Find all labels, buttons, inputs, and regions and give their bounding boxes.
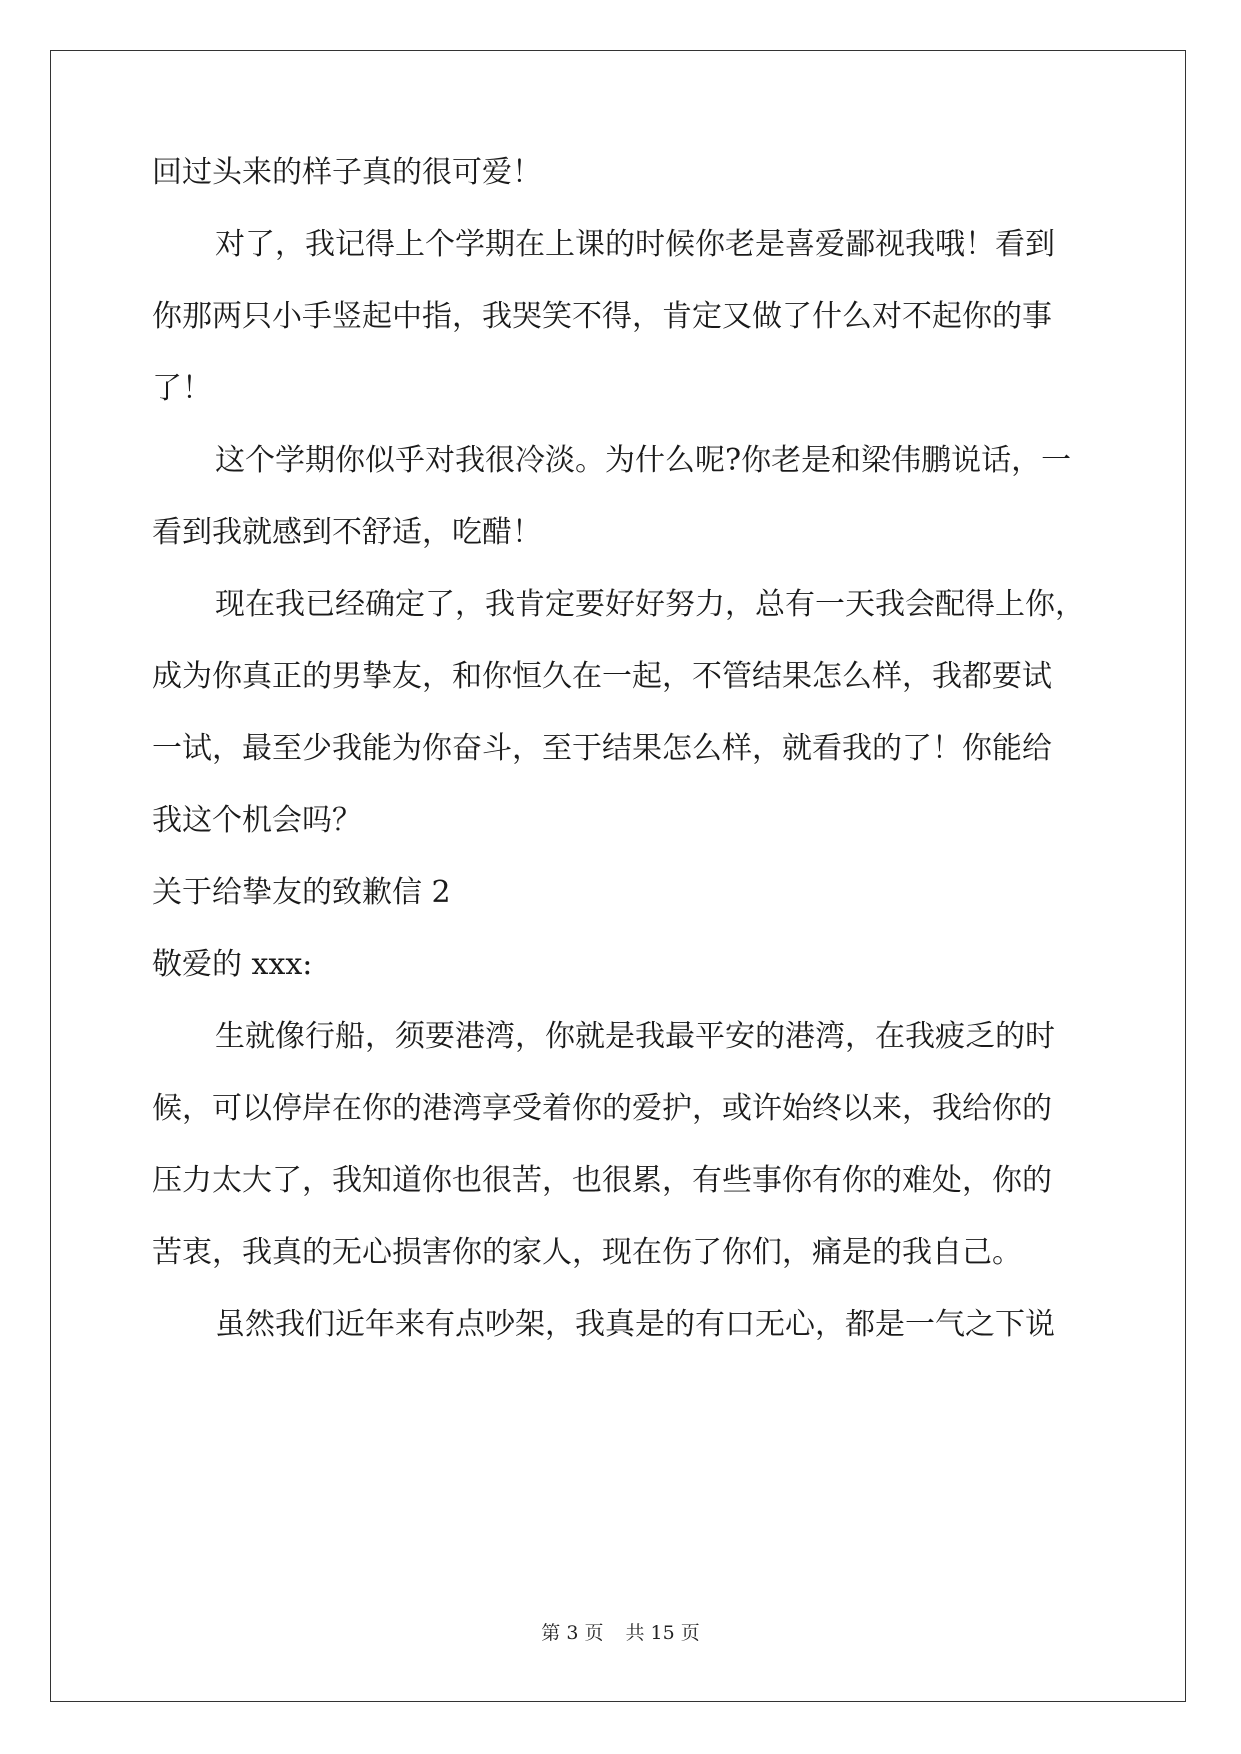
paragraph-line: 苦衷，我真的无心损害你的家人，现在伤了你们，痛是的我自己。 — [152, 1235, 1022, 1270]
paragraph-line: 生就像行船，须要港湾，你就是我最平安的港湾，在我疲乏的时 — [215, 1019, 1055, 1054]
page-footer — [0, 1618, 1241, 1645]
paragraph-line: 候，可以停岸在你的港湾享受着你的爱护，或许始终以来，我给你的 — [152, 1091, 1052, 1126]
paragraph-line: 回过头来的样子真的很可爱！ — [152, 155, 542, 190]
paragraph-line: 这个学期你似乎对我很冷淡。为什么呢?你老是和梁伟鹏说话，一 — [215, 443, 1072, 478]
paragraph-line: 了！ — [152, 371, 212, 406]
salutation: 敬爱的 xxx: — [152, 947, 313, 982]
page-total: 共 15 页 — [625, 1622, 700, 1644]
paragraph-line: 看到我就感到不舒适，吃醋！ — [152, 515, 542, 550]
paragraph-line: 成为你真正的男挚友，和你恒久在一起，不管结果怎么样，我都要试 — [152, 659, 1052, 694]
paragraph-line: 现在我已经确定了，我肯定要好好努力，总有一天我会配得上你， — [215, 587, 1085, 622]
paragraph-line: 对了，我记得上个学期在上课的时候你老是喜爱鄙视我哦！看到 — [215, 227, 1055, 262]
paragraph-line: 虽然我们近年来有点吵架，我真是的有口无心，都是一气之下说 — [215, 1307, 1055, 1342]
paragraph-line: 压力太大了，我知道你也很苦，也很累，有些事你有你的难处，你的 — [152, 1163, 1052, 1198]
paragraph-line: 我这个机会吗？ — [152, 803, 362, 838]
page-number: 第 3 页 — [541, 1622, 604, 1644]
paragraph-line: 你那两只小手竖起中指，我哭笑不得，肯定又做了什么对不起你的事 — [152, 299, 1052, 334]
section-heading: 关于给挚友的致歉信 2 — [152, 875, 451, 910]
paragraph-line: 一试，最至少我能为你奋斗，至于结果怎么样，就看我的了！你能给 — [152, 731, 1052, 766]
